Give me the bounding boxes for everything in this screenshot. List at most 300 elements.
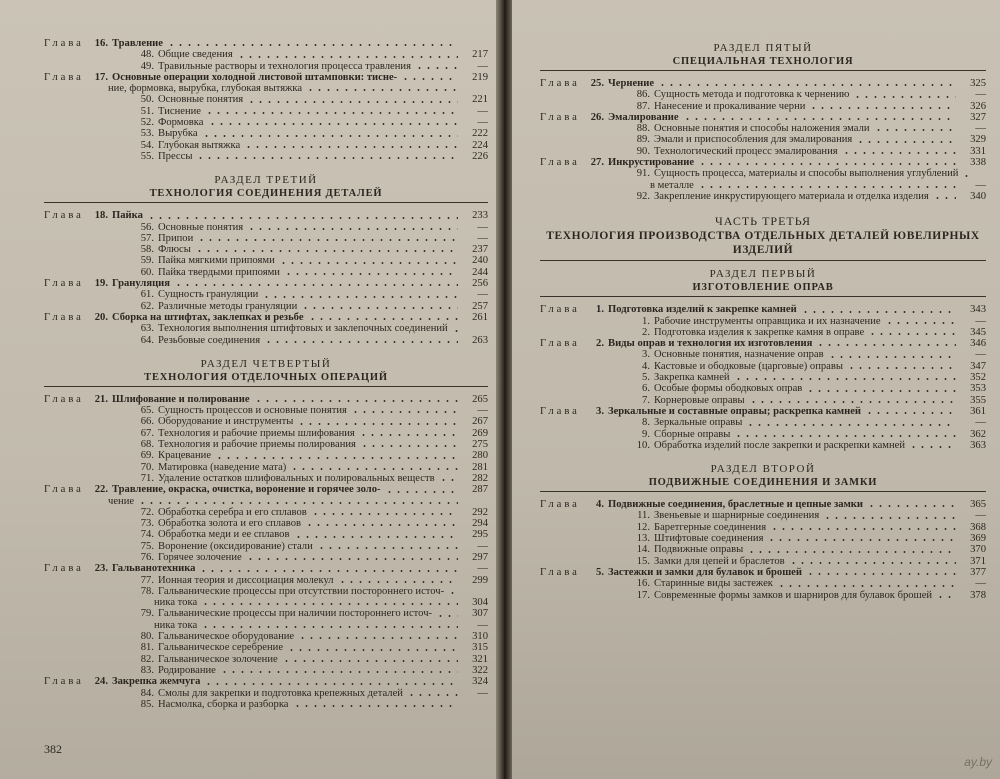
entry-number: 21. bbox=[94, 393, 108, 405]
leader-dots bbox=[909, 446, 956, 448]
entry-page: — bbox=[477, 405, 488, 417]
entry-title: ника тока bbox=[154, 597, 198, 609]
entry-page: 377 bbox=[970, 566, 986, 578]
chapter-label: Глава bbox=[540, 566, 580, 578]
leader-dots bbox=[195, 250, 458, 252]
leader-dots bbox=[856, 141, 956, 143]
entry-title: Гальваническое золочение bbox=[158, 653, 278, 665]
toc-entry-row bbox=[540, 168, 986, 179]
toc-entry-row bbox=[44, 222, 488, 233]
toc-entry-row bbox=[44, 244, 488, 255]
leader-dots bbox=[297, 423, 458, 425]
leader-dots bbox=[199, 570, 458, 572]
entry-title: Гальванические процессы при отсутствии постороннего источ- bbox=[158, 585, 445, 597]
entry-number: 58. bbox=[140, 244, 154, 256]
leader-dots bbox=[415, 67, 458, 69]
entry-number: 19. bbox=[94, 278, 108, 290]
toc-chapter-row bbox=[540, 406, 986, 417]
entry-title: Сущность процесса, материалы и способы выполнения углублений bbox=[654, 168, 959, 180]
leader-dots bbox=[305, 524, 458, 526]
entry-title: Виды оправ и технология их изготовления bbox=[608, 338, 813, 350]
entry-number: 89. bbox=[636, 134, 650, 146]
entry-page: — bbox=[477, 232, 488, 244]
entry-number: 92. bbox=[636, 190, 650, 202]
section-title: СПЕЦИАЛЬНАЯ ТЕХНОЛОГИЯ bbox=[540, 55, 986, 71]
entry-page: 263 bbox=[472, 334, 488, 346]
toc-chapter-row bbox=[540, 304, 986, 315]
entry-title: Чернение bbox=[608, 78, 655, 89]
entry-title: Штифтовые соединения bbox=[654, 533, 764, 545]
entry-page: 221 bbox=[472, 94, 488, 106]
leader-dots bbox=[683, 118, 956, 120]
toc-entry-row bbox=[44, 289, 488, 300]
entry-page: — bbox=[975, 417, 986, 429]
entry-title: Обработка серебра и его сплавов bbox=[158, 506, 307, 518]
leader-dots bbox=[847, 367, 956, 369]
chapter-label: Глава bbox=[540, 499, 580, 511]
leader-dots bbox=[279, 262, 458, 264]
entry-number: 86. bbox=[636, 89, 650, 101]
leader-dots bbox=[809, 107, 956, 109]
entry-number: 12. bbox=[636, 521, 650, 533]
entry-page: 329 bbox=[970, 134, 986, 146]
chapter-label: Глава bbox=[540, 78, 580, 89]
entry-page: 310 bbox=[472, 631, 488, 643]
entry-number: 22. bbox=[94, 484, 108, 496]
toc-entry-row bbox=[44, 473, 488, 484]
leader-dots bbox=[770, 528, 956, 530]
toc-entry-row bbox=[540, 440, 986, 451]
entry-number: 23. bbox=[94, 563, 108, 575]
toc-entry-row bbox=[44, 699, 488, 710]
entry-number: 1. bbox=[596, 304, 604, 316]
toc-entry-row bbox=[540, 417, 986, 428]
toc-entry-row bbox=[44, 428, 488, 439]
entry-page: — bbox=[975, 349, 986, 361]
entry-page: 325 bbox=[970, 78, 986, 89]
entry-page: 224 bbox=[472, 139, 488, 151]
toc-chapter-row bbox=[44, 210, 488, 221]
leader-dots bbox=[401, 78, 458, 80]
entry-number: 62. bbox=[140, 300, 154, 312]
entry-title: Различные методы грануляции bbox=[158, 300, 298, 312]
entry-page: 226 bbox=[472, 150, 488, 162]
entry-page: 295 bbox=[472, 529, 488, 541]
entry-number: 73. bbox=[140, 518, 154, 530]
entry-page: 355 bbox=[970, 394, 986, 406]
leader-dots bbox=[201, 626, 458, 628]
toc-entry-row bbox=[44, 688, 488, 699]
entry-number: 52. bbox=[140, 117, 154, 129]
entry-number: 80. bbox=[140, 631, 154, 643]
entry-title: Подготовка изделия к закрепке камня в оправе bbox=[654, 326, 865, 338]
toc-entry-row bbox=[44, 128, 488, 139]
leader-dots bbox=[359, 434, 458, 436]
entry-title: Закрепка жемчуга bbox=[112, 676, 201, 688]
entry-page: 331 bbox=[970, 145, 986, 157]
toc-chapter-row bbox=[540, 567, 986, 578]
entry-page: 347 bbox=[970, 360, 986, 372]
toc-entry-row bbox=[44, 642, 488, 653]
part-title: ТЕХНОЛОГИЯ ПРОИЗВОДСТВА ОТДЕЛЬНЫХ ДЕТАЛЕЙ ЮВЕЛИРНЫХ ИЗДЕЛИЙ bbox=[540, 229, 986, 261]
book-gutter bbox=[496, 0, 512, 779]
leader-dots bbox=[842, 152, 956, 154]
leader-dots bbox=[293, 705, 458, 707]
entry-title: Баретгерные соединения bbox=[654, 521, 767, 533]
leader-dots bbox=[167, 44, 458, 46]
entry-page: — bbox=[975, 510, 986, 522]
leader-dots bbox=[147, 217, 458, 219]
spacer bbox=[44, 346, 488, 358]
entry-page: 217 bbox=[472, 49, 488, 61]
entry-page: 240 bbox=[472, 255, 488, 267]
entry-number: 59. bbox=[140, 255, 154, 267]
toc-entry-row bbox=[540, 89, 986, 100]
entry-title: Эмалирование bbox=[608, 111, 679, 123]
toc-entry-row bbox=[540, 383, 986, 394]
leader-dots bbox=[262, 296, 458, 298]
toc-entry-row bbox=[540, 395, 986, 406]
entry-title: Сущность метода и подготовка к чернению bbox=[654, 89, 850, 101]
toc-entry-row bbox=[44, 541, 488, 552]
entry-page: 265 bbox=[472, 393, 488, 405]
entry-number: 64. bbox=[140, 334, 154, 346]
entry-number: 71. bbox=[140, 472, 154, 484]
leader-dots bbox=[868, 333, 956, 335]
toc-entry-row bbox=[540, 510, 986, 521]
entry-title: Гальванотехника bbox=[112, 563, 196, 575]
toc-chapter-row bbox=[540, 157, 986, 168]
toc-entry-row bbox=[540, 590, 986, 601]
entry-title: Корнеровые оправы bbox=[654, 394, 745, 406]
entry-title: Подвижные оправы bbox=[654, 544, 744, 556]
entry-number: 68. bbox=[140, 439, 154, 451]
section-title: ПОДВИЖНЫЕ СОЕДИНЕНИЯ И ЗАМКИ bbox=[540, 476, 986, 492]
entry-number: 76. bbox=[140, 551, 154, 563]
leader-dots bbox=[138, 502, 458, 504]
entry-page: 365 bbox=[970, 499, 986, 511]
entry-number: 8. bbox=[642, 417, 650, 429]
entry-number: 11. bbox=[637, 510, 650, 522]
leader-dots bbox=[734, 378, 956, 380]
toc-entry-row bbox=[44, 575, 488, 586]
right-page bbox=[512, 0, 1000, 779]
entry-title: Травильные растворы и технология процесса травления bbox=[158, 60, 411, 72]
entry-title: Технология выполнения штифтовых и заклепочных соединений bbox=[158, 323, 448, 335]
entry-number: 81. bbox=[140, 642, 154, 654]
entry-number: 3. bbox=[642, 349, 650, 361]
leader-dots bbox=[777, 585, 956, 587]
spacer bbox=[540, 492, 986, 499]
entry-title: Обработка меди и ее сплавов bbox=[158, 529, 290, 541]
entry-number: 5. bbox=[642, 372, 650, 384]
entry-page: 345 bbox=[970, 326, 986, 338]
entry-page: 222 bbox=[472, 128, 488, 140]
leader-dots bbox=[867, 505, 956, 507]
leader-dots bbox=[202, 135, 458, 137]
leader-dots bbox=[290, 468, 458, 470]
entry-number: 54. bbox=[140, 139, 154, 151]
entry-page: 257 bbox=[472, 300, 488, 312]
entry-page: 326 bbox=[970, 100, 986, 112]
entry-page: — bbox=[975, 315, 986, 327]
toc-chapter-row bbox=[44, 563, 488, 574]
left-toc-column bbox=[44, 38, 488, 710]
entry-page: — bbox=[975, 89, 986, 101]
entry-page: 370 bbox=[970, 544, 986, 556]
entry-title: ние, формовка, вырубка, глубокая вытяжка bbox=[108, 83, 303, 95]
leader-dots bbox=[698, 163, 956, 165]
leader-dots bbox=[749, 401, 956, 403]
spacer bbox=[540, 451, 986, 463]
toc-continuation-row bbox=[44, 496, 488, 507]
entry-page: 338 bbox=[970, 157, 986, 169]
toc-entry-row bbox=[540, 372, 986, 383]
entry-page: — bbox=[477, 563, 488, 575]
entry-title: Закрепление инкрустирующего материала и отделка изделия bbox=[654, 190, 929, 202]
entry-title: Эмали и приспособления для эмалирования bbox=[654, 134, 853, 146]
leader-dots bbox=[806, 573, 956, 575]
toc-chapter-row bbox=[540, 78, 986, 89]
entry-number: 82. bbox=[140, 653, 154, 665]
toc-entry-row bbox=[44, 106, 488, 117]
entry-page: 219 bbox=[472, 71, 488, 83]
leader-dots bbox=[254, 400, 458, 402]
leader-dots bbox=[865, 412, 956, 414]
leader-dots bbox=[301, 307, 458, 309]
entry-page: — bbox=[975, 578, 986, 590]
toc-entry-row bbox=[44, 529, 488, 540]
entry-number: 7. bbox=[642, 394, 650, 406]
toc-continuation-row bbox=[44, 597, 488, 608]
toc-entry-row bbox=[44, 140, 488, 151]
entry-number: 2. bbox=[642, 326, 650, 338]
leader-dots bbox=[351, 411, 458, 413]
entry-page: 361 bbox=[970, 405, 986, 417]
leader-dots bbox=[237, 56, 458, 58]
leader-dots bbox=[385, 491, 458, 493]
leader-dots bbox=[806, 390, 956, 392]
entry-page: — bbox=[477, 687, 488, 699]
entry-number: 79. bbox=[140, 608, 154, 620]
entry-number: 6. bbox=[642, 383, 650, 395]
entry-title: ника тока bbox=[154, 619, 198, 631]
entry-number: 15. bbox=[636, 555, 650, 567]
entry-title: Современные формы замков и шарниров для булавок брошей bbox=[654, 589, 933, 601]
leader-dots bbox=[933, 197, 956, 199]
entry-number: 85. bbox=[140, 698, 154, 710]
toc-entry-row bbox=[540, 522, 986, 533]
entry-number: 72. bbox=[140, 506, 154, 518]
entry-title: Зеркальные оправы bbox=[654, 417, 743, 429]
entry-title: Пайка bbox=[112, 210, 143, 222]
leader-dots bbox=[885, 322, 956, 324]
entry-page: 287 bbox=[472, 484, 488, 496]
entry-page: 327 bbox=[970, 111, 986, 123]
entry-title: Горячее золочение bbox=[158, 551, 242, 563]
entry-number: 88. bbox=[636, 123, 650, 135]
toc-entry-row bbox=[44, 507, 488, 518]
entry-title: Общие сведения bbox=[158, 49, 233, 61]
leader-dots bbox=[317, 547, 458, 549]
entry-page: 353 bbox=[970, 383, 986, 395]
entry-title: Смолы для закрепки и подготовка крепежных деталей bbox=[158, 687, 403, 699]
leader-dots bbox=[439, 479, 458, 481]
watermark: ay.by bbox=[964, 755, 992, 769]
entry-number: 69. bbox=[140, 450, 154, 462]
entry-number: 65. bbox=[140, 405, 154, 417]
entry-page: — bbox=[477, 60, 488, 72]
toc-entry-row bbox=[540, 134, 986, 145]
leader-dots bbox=[220, 671, 458, 673]
toc-entry-row bbox=[44, 552, 488, 563]
toc-chapter-row bbox=[44, 38, 488, 49]
entry-page: 322 bbox=[472, 664, 488, 676]
leader-dots bbox=[452, 330, 460, 332]
entry-title: Травление, окраска, очистка, воронение и горячее золо- bbox=[112, 484, 381, 496]
leader-dots bbox=[789, 562, 956, 564]
entry-page: 321 bbox=[472, 653, 488, 665]
chapter-label: Глава bbox=[44, 210, 84, 222]
entry-title: Воронение (оксидирование) стали bbox=[158, 540, 313, 552]
spacer bbox=[540, 297, 986, 304]
entry-title: Резьбовые соединения bbox=[158, 334, 261, 346]
spacer bbox=[44, 203, 488, 210]
toc-entry-row bbox=[44, 267, 488, 278]
entry-title: Гальванические процессы при наличии постороннего источ- bbox=[158, 608, 433, 620]
entry-number: 17. bbox=[94, 71, 108, 83]
chapter-label: Глава bbox=[540, 111, 580, 123]
toc-entry-row bbox=[540, 123, 986, 134]
entry-page: — bbox=[975, 123, 986, 135]
entry-title: Формовка bbox=[158, 117, 204, 129]
toc-entry-row bbox=[44, 301, 488, 312]
entry-number: 51. bbox=[140, 105, 154, 117]
toc-entry-row bbox=[44, 654, 488, 665]
entry-page: — bbox=[477, 105, 488, 117]
leader-dots bbox=[247, 101, 458, 103]
toc-entry-row bbox=[44, 631, 488, 642]
leader-dots bbox=[264, 341, 458, 343]
leader-dots bbox=[306, 89, 458, 91]
entry-number: 66. bbox=[140, 416, 154, 428]
entry-number: 13. bbox=[636, 533, 650, 545]
leader-dots bbox=[823, 517, 956, 519]
spacer bbox=[44, 162, 488, 174]
entry-number: 14. bbox=[636, 544, 650, 556]
chapter-label: Глава bbox=[540, 405, 580, 417]
entry-page: 352 bbox=[970, 372, 986, 384]
entry-number: 9. bbox=[642, 428, 650, 440]
toc-entry-row bbox=[44, 323, 488, 334]
toc-entry-row bbox=[540, 533, 986, 544]
toc-entry-row bbox=[540, 349, 986, 360]
entry-page: 292 bbox=[472, 506, 488, 518]
entry-number: 16. bbox=[636, 578, 650, 590]
entry-title: Тиснение bbox=[158, 105, 201, 117]
entry-number: 70. bbox=[140, 461, 154, 473]
leader-dots bbox=[698, 186, 956, 188]
chapter-label: Глава bbox=[44, 563, 84, 575]
section-title: ТЕХНОЛОГИЯ СОЕДИНЕНИЯ ДЕТАЛЕЙ bbox=[44, 187, 488, 203]
toc-entry-row bbox=[44, 416, 488, 427]
leader-dots bbox=[801, 311, 956, 313]
toc-continuation-row bbox=[540, 180, 986, 191]
leader-dots bbox=[767, 539, 956, 541]
entry-page: — bbox=[477, 289, 488, 301]
entry-page: 307 bbox=[472, 608, 488, 620]
leader-dots bbox=[284, 273, 458, 275]
entry-title: в металле bbox=[650, 179, 694, 191]
entry-page: — bbox=[477, 540, 488, 552]
entry-title: Вырубка bbox=[158, 128, 198, 140]
toc-entry-row bbox=[44, 586, 488, 597]
entry-title: Припои bbox=[158, 232, 194, 244]
entry-title: Основные понятия и способы наложения эмали bbox=[654, 123, 870, 135]
entry-title: Удаление остатков шлифовальных и полировальных веществ bbox=[158, 472, 435, 484]
entry-title: Грануляция bbox=[112, 278, 171, 290]
entry-page: 297 bbox=[472, 551, 488, 563]
toc-entry-row bbox=[44, 608, 488, 619]
leader-dots bbox=[853, 96, 956, 98]
leader-dots bbox=[201, 603, 458, 605]
chapter-label: Глава bbox=[44, 484, 84, 496]
toc-chapter-row bbox=[540, 499, 986, 510]
entry-title: Инкрустирование bbox=[608, 157, 695, 169]
entry-title: Технология и рабочие приемы полирования bbox=[158, 439, 356, 451]
entry-number: 75. bbox=[140, 540, 154, 552]
entry-title: Обработка золота и его сплавов bbox=[158, 518, 302, 530]
section-heading: РАЗДЕЛ ТРЕТИЙ bbox=[214, 174, 318, 187]
entry-title: Особые формы ободковых оправ bbox=[654, 383, 803, 395]
toc-entry-row bbox=[44, 117, 488, 128]
entry-page: 256 bbox=[472, 278, 488, 290]
leader-dots bbox=[658, 84, 956, 86]
toc-entry-row bbox=[540, 578, 986, 589]
spacer bbox=[540, 202, 986, 214]
leader-dots bbox=[308, 318, 458, 320]
chapter-label: Глава bbox=[44, 278, 84, 290]
leader-dots bbox=[448, 592, 458, 594]
entry-number: 91. bbox=[636, 168, 650, 180]
toc-entry-row bbox=[44, 49, 488, 60]
entry-page: — bbox=[477, 117, 488, 129]
leader-dots bbox=[197, 239, 458, 241]
entry-number: 55. bbox=[140, 150, 154, 162]
leader-dots bbox=[311, 513, 458, 515]
entry-title: Сборные оправы bbox=[654, 428, 731, 440]
entry-page: 280 bbox=[472, 450, 488, 462]
entry-page: 261 bbox=[472, 311, 488, 323]
leader-dots bbox=[244, 146, 458, 148]
toc-entry-row bbox=[44, 665, 488, 676]
entry-title: Шлифование и полирование bbox=[112, 393, 250, 405]
toc-chapter-row bbox=[44, 312, 488, 323]
entry-title: Технология и рабочие приемы шлифования bbox=[158, 427, 355, 439]
entry-page: — bbox=[477, 619, 488, 631]
entry-page: 237 bbox=[472, 244, 488, 256]
entry-title: Кастовые и ободковые (царговые) оправы bbox=[654, 360, 844, 372]
entry-number: 25. bbox=[590, 78, 604, 89]
entry-page: 340 bbox=[970, 190, 986, 202]
toc-chapter-row bbox=[44, 676, 488, 687]
entry-title: Технологический процесс эмалирования bbox=[654, 145, 838, 157]
toc-entry-row bbox=[44, 151, 488, 162]
entry-number: 67. bbox=[140, 427, 154, 439]
entry-number: 24. bbox=[94, 676, 108, 688]
entry-title: Основные понятия bbox=[158, 94, 244, 106]
section-heading: РАЗДЕЛ ПЯТЫЙ bbox=[713, 42, 813, 54]
